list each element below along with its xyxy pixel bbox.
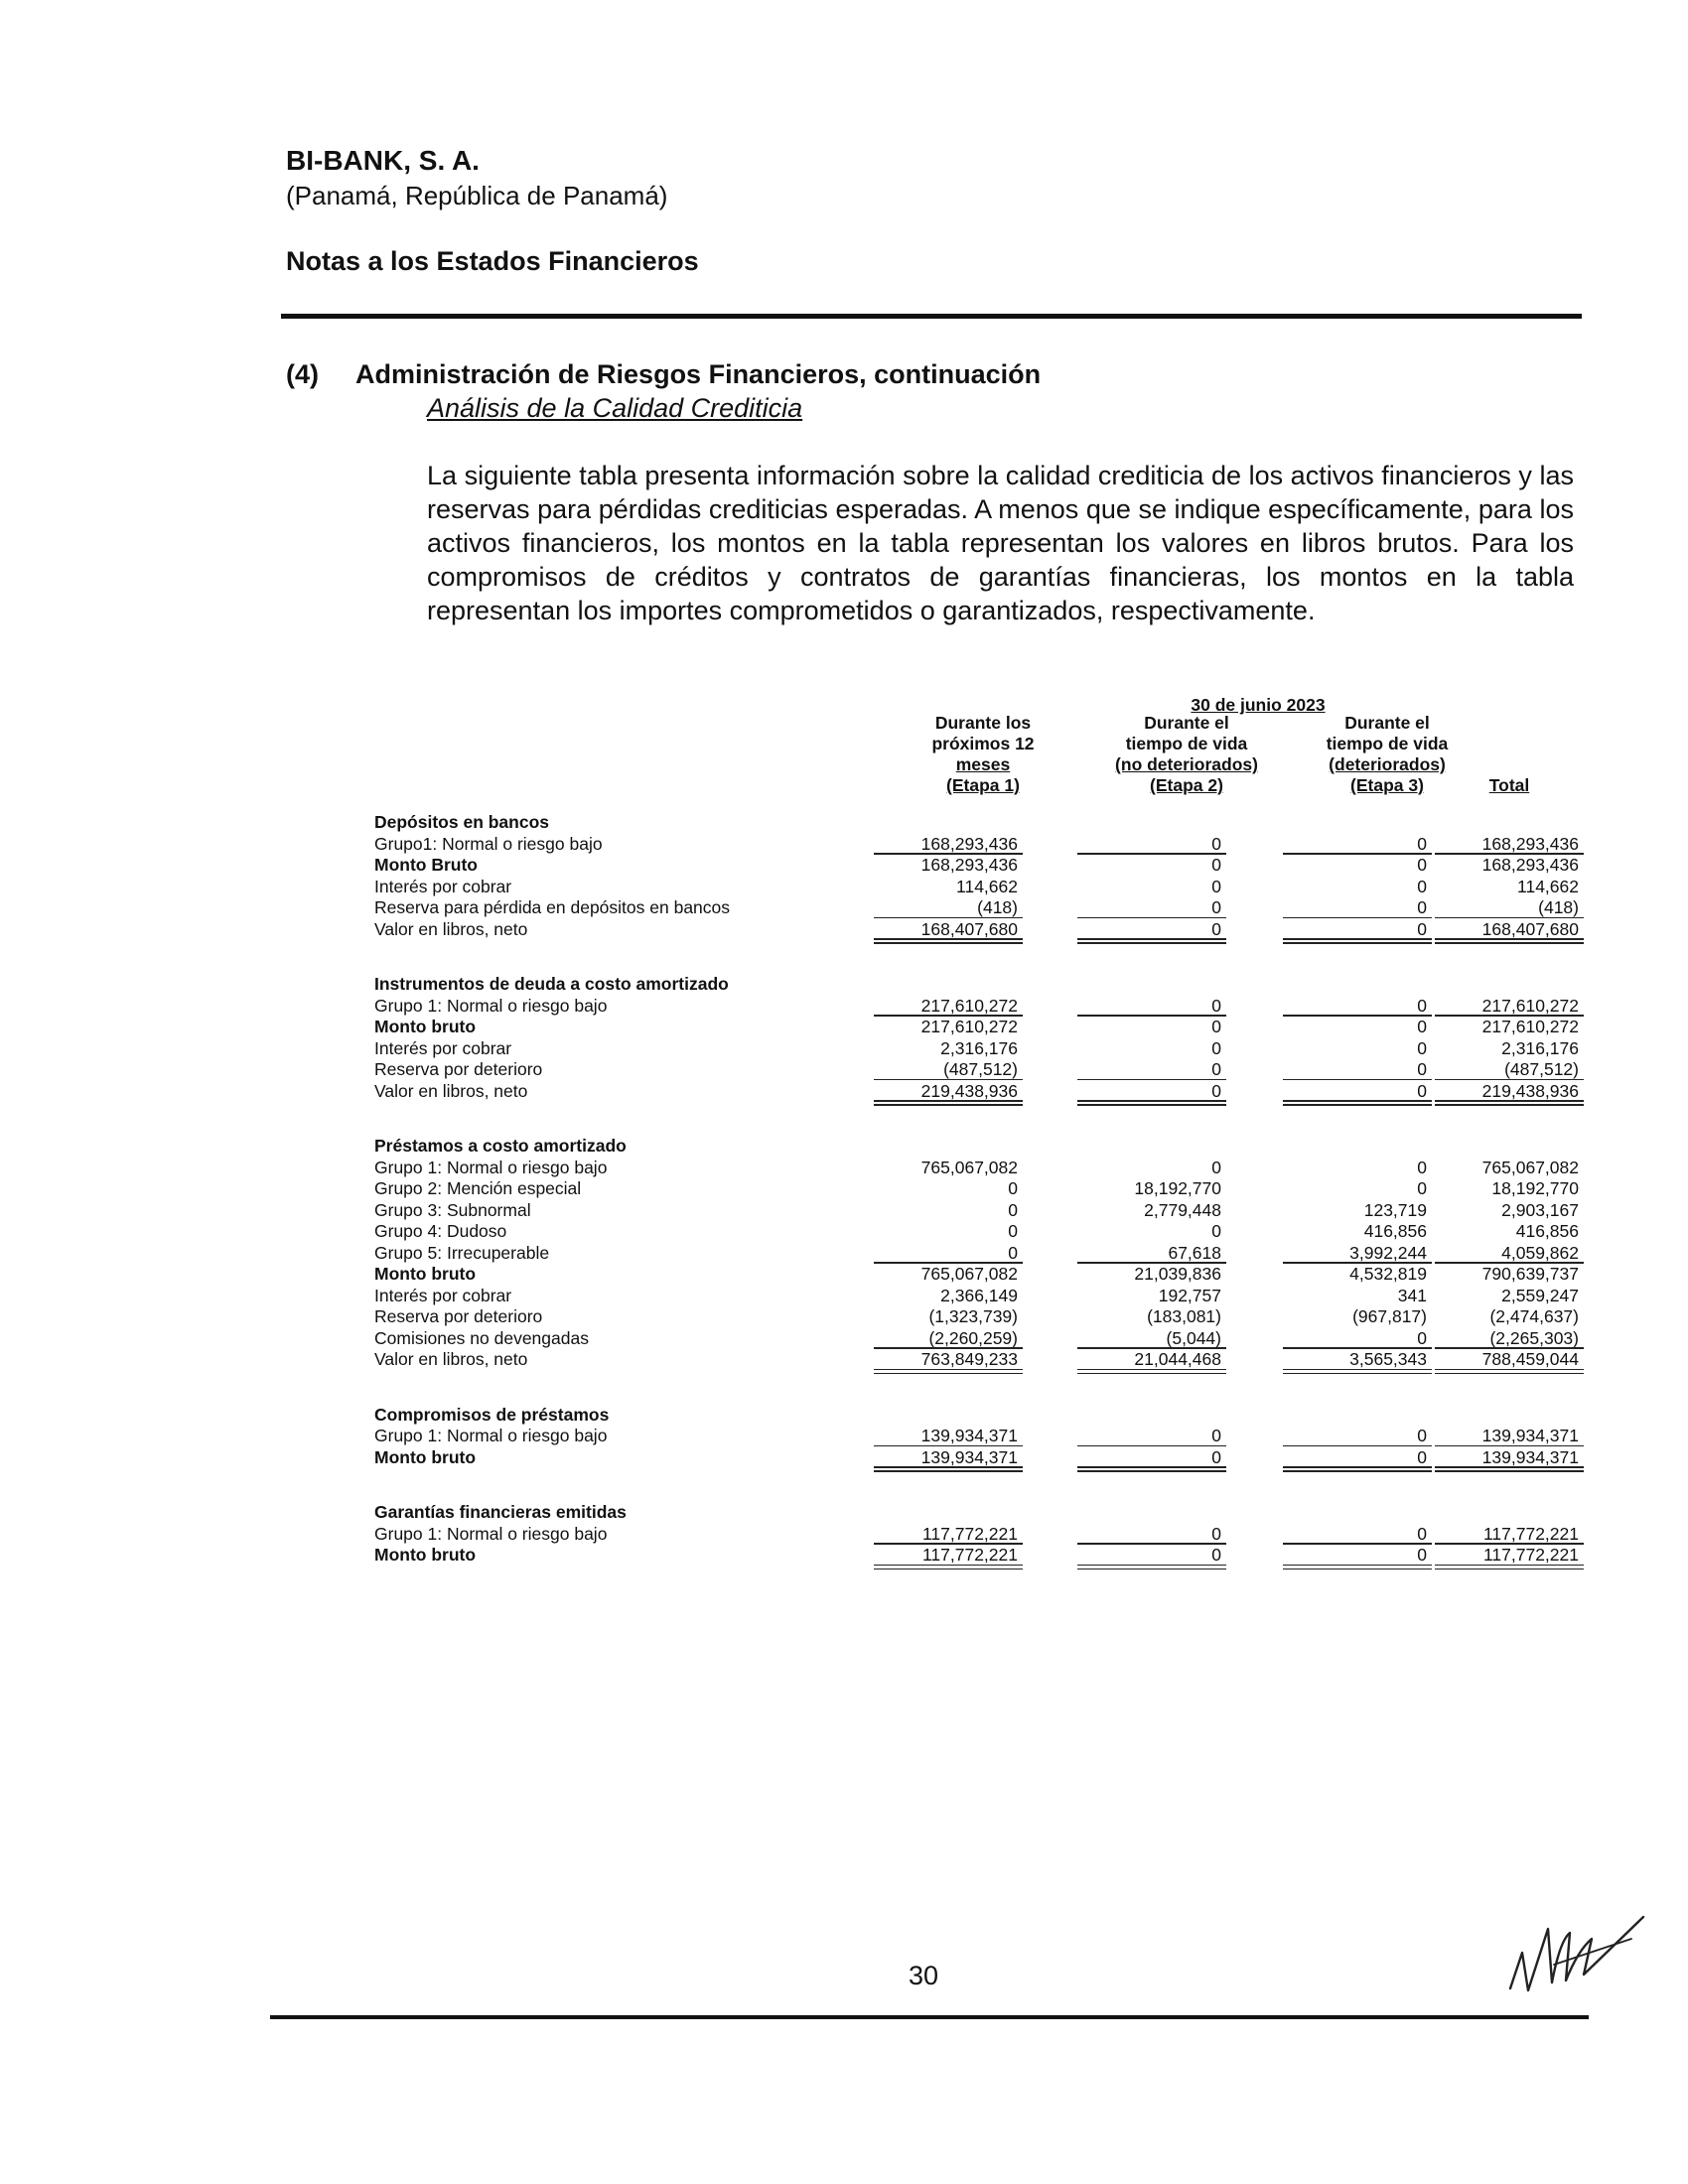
row-value: 4,059,862	[1501, 1242, 1579, 1263]
column-double-rule	[1077, 1569, 1226, 1570]
row-value: 0	[1417, 1327, 1427, 1348]
row-value: 0	[1211, 995, 1221, 1016]
table-row	[374, 1158, 1586, 1179]
row-value: 0	[1417, 1426, 1427, 1445]
row-label: Grupo 3: Subnormal	[374, 1199, 531, 1220]
section-heading-label: Depósitos en bancos	[374, 812, 550, 832]
company-location: (Panamá, República de Panamá)	[286, 181, 668, 210]
row-label: Grupo 2: Mención especial	[374, 1178, 582, 1198]
row-value: 217,610,272	[1481, 995, 1579, 1016]
row-value: 0	[1211, 1059, 1221, 1079]
row-value: 763,849,233	[920, 1349, 1018, 1369]
column-rule	[1283, 938, 1432, 940]
column-double-rule	[874, 1569, 1023, 1570]
column-rule	[1283, 1100, 1432, 1102]
column-double-rule	[1283, 942, 1432, 944]
column-double-rule	[874, 1104, 1023, 1106]
period-label: 30 de junio 2023	[1191, 695, 1326, 715]
row-value: 0	[1211, 897, 1221, 917]
intro-paragraph: La siguiente tabla presenta información sobre la calidad crediticia de los activos financieros y las reservas para pérdidas crediticias esperadas. A menos que se indique específicamente, para los activos financieros, los montos en la tabla representan los valores en libros brutos. Para los compromisos de créditos y contratos de garantías financieras, los montos en la tabla representan los importes comprometidos o garantizados, respectivamente.	[427, 461, 1574, 625]
column-rule	[1077, 1466, 1226, 1468]
header-stage-3: Durante el tiempo de vida (deteriorados) (Etapa 3)	[1326, 713, 1449, 795]
column-rule	[1435, 1369, 1584, 1371]
header-stage-2: Durante el tiempo de vida (no deteriorados) (Etapa 2)	[1115, 713, 1258, 795]
row-value: 0	[1417, 995, 1427, 1016]
row-value: 2,903,167	[1501, 1199, 1579, 1220]
row-label: Reserva por deterioro	[374, 1059, 543, 1079]
row-label: Grupo 1: Normal o riesgo bajo	[374, 995, 608, 1016]
row-value: 192,757	[1158, 1285, 1221, 1305]
section-heading-label: Compromisos de préstamos	[374, 1404, 610, 1425]
row-label: Valor en libros, neto	[374, 1349, 528, 1369]
table-row	[374, 1200, 1586, 1222]
row-value: (418)	[1538, 897, 1579, 917]
row-value: (487,512)	[943, 1059, 1018, 1079]
row-value: (2,474,637)	[1489, 1306, 1579, 1326]
row-label: Grupo 1: Normal o riesgo bajo	[374, 1426, 608, 1445]
row-value: (1,323,739)	[928, 1306, 1018, 1326]
row-value: 114,662	[956, 876, 1018, 896]
row-value: 788,459,044	[1481, 1349, 1579, 1369]
row-value: 18,192,770	[1134, 1178, 1221, 1198]
row-value: 0	[1417, 1523, 1427, 1544]
column-double-rule	[874, 1373, 1023, 1375]
row-value: 0	[1211, 1545, 1221, 1565]
row-label: Interés por cobrar	[374, 876, 512, 896]
row-label: Monto bruto	[374, 1264, 477, 1284]
section-title: Administración de Riesgos Financieros, continuación	[355, 359, 1042, 389]
document-title: Notas a los Estados Financieros	[286, 246, 699, 276]
row-value: 0	[1211, 1446, 1221, 1467]
row-value: 117,772,221	[921, 1545, 1018, 1565]
row-label: Grupo1: Normal o riesgo bajo	[374, 833, 603, 854]
header-divider	[281, 314, 1582, 319]
row-label: Comisiones no devengadas	[374, 1327, 589, 1348]
row-value: 0	[1417, 1080, 1427, 1101]
row-value: 0	[1211, 1157, 1221, 1177]
row-value: 217,610,272	[920, 1017, 1018, 1036]
row-label: Monto bruto	[374, 1017, 477, 1036]
row-value: 117,772,221	[921, 1523, 1018, 1544]
section-heading	[374, 1405, 1586, 1427]
column-double-rule	[1435, 942, 1584, 944]
row-value: 0	[1417, 897, 1427, 917]
row-value: 0	[1211, 1221, 1221, 1241]
column-rule	[1283, 1466, 1432, 1468]
section-heading	[374, 974, 1586, 996]
row-value: 139,934,371	[1481, 1446, 1579, 1467]
row-value: 0	[1417, 1545, 1427, 1565]
row-value: (487,512)	[1504, 1059, 1579, 1079]
row-value: (418)	[977, 897, 1018, 917]
row-value: 18,192,770	[1491, 1178, 1579, 1198]
header-stage-1: Durante los próximos 12 meses (Etapa 1)	[931, 713, 1035, 795]
row-value: 0	[1417, 855, 1427, 875]
row-value: 416,856	[1515, 1221, 1579, 1241]
row-label: Reserva por deterioro	[374, 1306, 543, 1326]
row-value: 67,618	[1168, 1242, 1221, 1263]
row-value: (967,817)	[1352, 1306, 1427, 1326]
column-rule	[874, 1466, 1023, 1468]
table-row	[374, 1306, 1586, 1328]
page-number: 30	[909, 1961, 939, 1990]
row-value: 168,293,436	[920, 855, 1018, 875]
column-double-rule	[1283, 1373, 1432, 1375]
row-value: 0	[1211, 1426, 1221, 1445]
row-label: Grupo 1: Normal o riesgo bajo	[374, 1157, 608, 1177]
column-rule	[1077, 1565, 1226, 1567]
row-value: 0	[1417, 1446, 1427, 1467]
column-double-rule	[1435, 1470, 1584, 1472]
column-rule	[1077, 938, 1226, 940]
column-rule	[874, 938, 1023, 940]
row-value: 168,293,436	[920, 833, 1018, 854]
row-value: 217,610,272	[1481, 1017, 1579, 1036]
row-label: Valor en libros, neto	[374, 1080, 528, 1101]
section-heading-label: Instrumentos de deuda a costo amortizado	[374, 974, 729, 994]
row-value: 4,532,819	[1349, 1264, 1427, 1284]
row-value: 168,293,436	[1481, 833, 1579, 854]
row-value: 0	[1008, 1199, 1018, 1220]
row-value: 2,316,176	[940, 1037, 1018, 1058]
column-double-rule	[1077, 1373, 1226, 1375]
row-value: 0	[1211, 876, 1221, 896]
column-double-rule	[1435, 1569, 1584, 1570]
row-label: Grupo 5: Irrecuperable	[374, 1242, 550, 1263]
row-value: 117,772,221	[1482, 1545, 1579, 1565]
column-rule	[874, 1369, 1023, 1371]
column-rule	[1435, 1100, 1584, 1102]
row-value: 0	[1211, 833, 1221, 854]
column-double-rule	[1283, 1470, 1432, 1472]
section-heading	[374, 812, 1586, 834]
column-double-rule	[1435, 1104, 1584, 1106]
row-value: 765,067,082	[1481, 1157, 1579, 1177]
row-value: (183,081)	[1147, 1306, 1221, 1326]
column-rule	[1283, 1565, 1432, 1567]
section-number: (4)	[286, 359, 319, 389]
row-value: 416,856	[1363, 1221, 1427, 1241]
row-value: 765,067,082	[920, 1264, 1018, 1284]
row-value: 0	[1417, 1017, 1427, 1036]
row-value: 0	[1008, 1242, 1018, 1263]
table-row	[374, 1038, 1586, 1060]
row-value: 0	[1211, 918, 1221, 939]
row-value: 114,662	[1517, 876, 1579, 896]
row-value: 2,559,247	[1501, 1285, 1579, 1305]
row-value: 0	[1417, 833, 1427, 854]
row-label: Grupo 4: Dudoso	[374, 1221, 507, 1241]
row-value: (5,044)	[1166, 1327, 1221, 1348]
table-row	[374, 1017, 1586, 1038]
row-value: 0	[1417, 1037, 1427, 1058]
table-row	[374, 855, 1586, 877]
table-row	[374, 1221, 1586, 1243]
column-double-rule	[874, 1470, 1023, 1472]
row-value: 168,407,680	[1481, 918, 1579, 939]
row-value: 139,934,371	[1481, 1426, 1579, 1445]
section-subtitle: Análisis de la Calidad Crediticia	[427, 393, 803, 423]
row-value: 21,039,836	[1134, 1264, 1221, 1284]
row-label: Monto bruto	[374, 1446, 477, 1467]
table-row	[374, 1264, 1586, 1286]
row-value: 2,779,448	[1144, 1199, 1221, 1220]
row-value: 0	[1417, 1059, 1427, 1079]
table-row	[374, 1286, 1586, 1307]
row-value: 0	[1211, 1523, 1221, 1544]
row-value: 0	[1211, 1080, 1221, 1101]
row-value: 2,366,149	[940, 1285, 1018, 1305]
row-label: Monto Bruto	[374, 855, 478, 875]
column-rule	[874, 1100, 1023, 1102]
footer-divider	[270, 2015, 1589, 2019]
column-rule	[1435, 1466, 1584, 1468]
row-label: Valor en libros, neto	[374, 918, 528, 939]
row-value: 0	[1417, 918, 1427, 939]
row-value: 0	[1417, 876, 1427, 896]
row-value: (2,260,259)	[928, 1327, 1018, 1348]
column-double-rule	[1283, 1569, 1432, 1570]
row-value: 0	[1211, 855, 1221, 875]
row-label: Grupo 1: Normal o riesgo bajo	[374, 1523, 608, 1544]
column-rule	[1077, 1100, 1226, 1102]
row-value: (2,265,303)	[1489, 1327, 1579, 1348]
column-double-rule	[1435, 1373, 1584, 1375]
column-rule	[1077, 1369, 1226, 1371]
row-value: 219,438,936	[920, 1080, 1018, 1101]
row-value: 341	[1397, 1285, 1427, 1305]
section-heading-label: Préstamos a costo amortizado	[374, 1136, 627, 1156]
table-header	[374, 695, 1586, 804]
row-value: 21,044,468	[1134, 1349, 1221, 1369]
row-value: 2,316,176	[1501, 1037, 1579, 1058]
column-double-rule	[874, 942, 1023, 944]
column-double-rule	[1077, 1104, 1226, 1106]
section-heading-label: Garantías financieras emitidas	[374, 1502, 627, 1522]
row-value: 219,438,936	[1481, 1080, 1579, 1101]
row-value: 168,407,680	[920, 918, 1018, 939]
column-rule	[874, 1565, 1023, 1567]
row-value: 0	[1417, 1178, 1427, 1198]
column-double-rule	[1077, 1470, 1226, 1472]
row-label: Interés por cobrar	[374, 1285, 512, 1305]
row-value: 0	[1008, 1221, 1018, 1241]
header-total: Total	[1488, 775, 1530, 795]
row-value: 0	[1417, 1157, 1427, 1177]
row-label: Reserva para pérdida en depósitos en bancos	[374, 897, 731, 917]
row-value: 0	[1211, 1017, 1221, 1036]
column-double-rule	[1283, 1104, 1432, 1106]
row-value: 139,934,371	[920, 1426, 1018, 1445]
table-row	[374, 877, 1586, 898]
signature-mark	[1504, 1911, 1653, 2000]
section-heading	[374, 1502, 1586, 1524]
column-rule	[1435, 1565, 1584, 1567]
column-rule	[1435, 938, 1584, 940]
row-value: 0	[1008, 1178, 1018, 1198]
row-value: 765,067,082	[920, 1157, 1018, 1177]
row-label: Interés por cobrar	[374, 1037, 512, 1058]
row-label: Monto bruto	[374, 1545, 477, 1565]
row-value: 139,934,371	[920, 1446, 1018, 1467]
section-heading	[374, 1136, 1586, 1158]
row-value: 3,992,244	[1349, 1242, 1427, 1263]
row-value: 0	[1211, 1037, 1221, 1058]
table-row	[374, 1178, 1586, 1200]
row-value: 168,293,436	[1481, 855, 1579, 875]
row-value: 217,610,272	[920, 995, 1018, 1016]
row-value: 790,639,737	[1481, 1264, 1579, 1284]
row-value: 123,719	[1363, 1199, 1427, 1220]
column-double-rule	[1077, 942, 1226, 944]
company-name: BI-BANK, S. A.	[286, 145, 480, 176]
row-value: 117,772,221	[1482, 1523, 1579, 1544]
row-value: 3,565,343	[1349, 1349, 1427, 1369]
column-rule	[1283, 1369, 1432, 1371]
